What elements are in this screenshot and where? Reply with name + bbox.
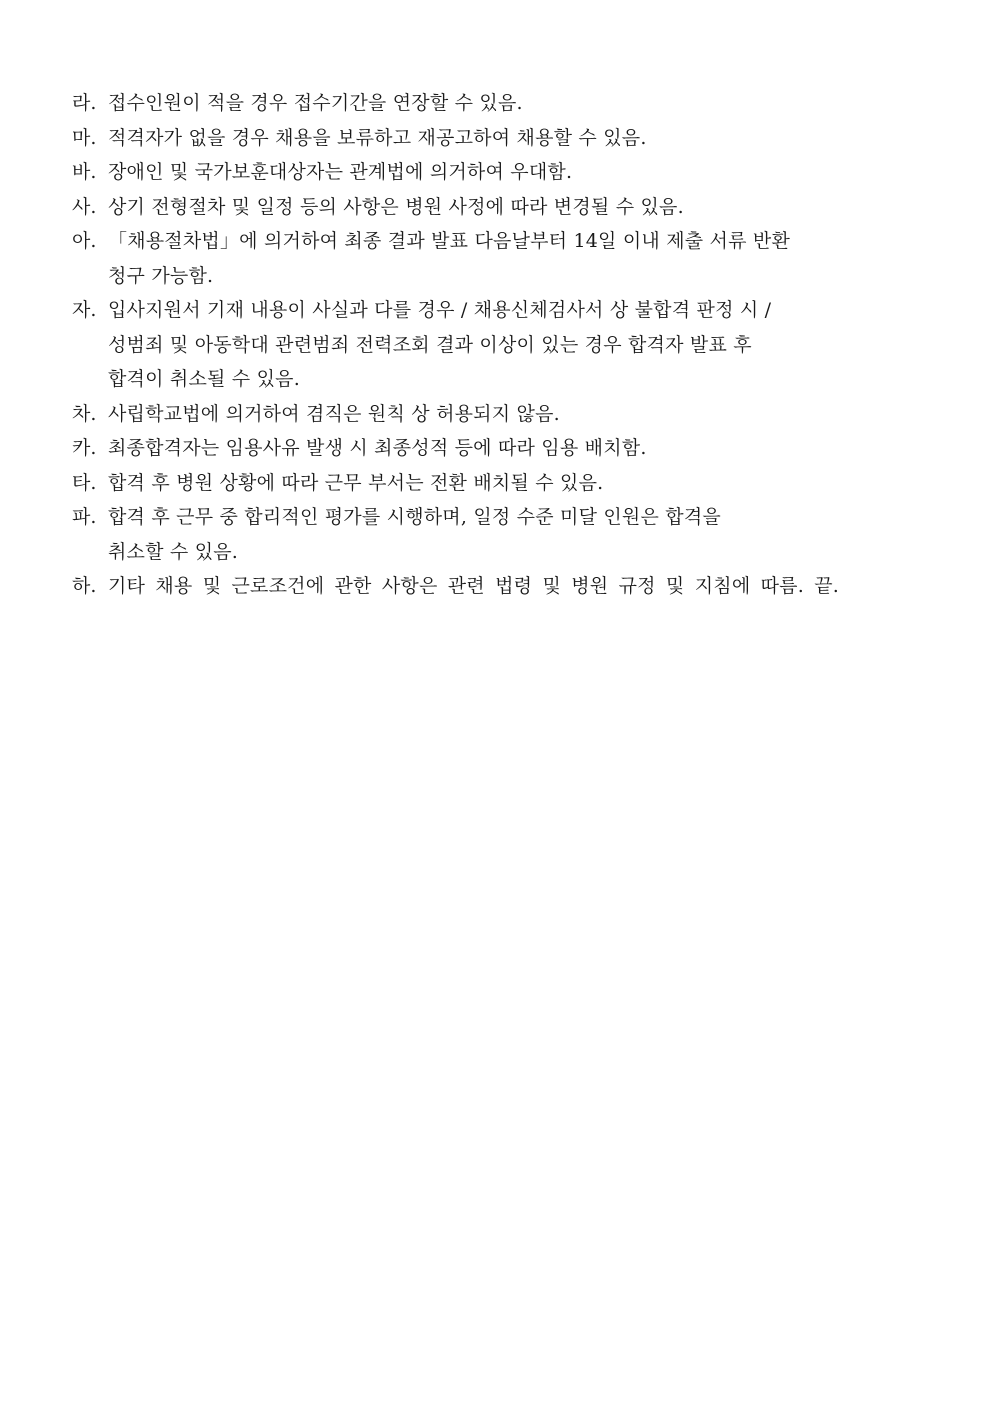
item-marker: 아. [72, 230, 97, 252]
list-item [72, 466, 942, 501]
list-item [72, 397, 942, 432]
item-text-continued: 합격이 취소될 수 있음. [108, 368, 300, 390]
item-marker: 카. [72, 437, 97, 459]
list-item [72, 500, 942, 569]
list-item [72, 86, 942, 121]
list-item [72, 293, 942, 397]
list-item [72, 431, 942, 466]
item-marker: 하. [72, 575, 97, 597]
item-text: 합격 후 병원 상황에 따라 근무 부서는 전환 배치될 수 있음. [108, 471, 604, 494]
list-item [72, 155, 942, 190]
item-text: 장애인 및 국가보훈대상자는 관계법에 의거하여 우대함. [108, 161, 573, 183]
item-marker: 마. [72, 126, 97, 149]
item-text: 상기 전형절차 및 일정 등의 사항은 병원 사정에 따라 변경될 수 있음. [108, 195, 684, 218]
list-item [72, 569, 942, 604]
item-marker: 타. [72, 471, 97, 494]
list-item [72, 121, 942, 156]
item-text-continued: 성범죄 및 아동학대 관련범죄 전력조회 결과 이상이 있는 경우 합격자 발표 후 [108, 333, 752, 356]
item-text: 「채용절차법」에 의거하여 최종 결과 발표 다음날부터 14일 이내 제출 서류 반환 [108, 230, 790, 252]
item-marker: 차. [72, 402, 97, 425]
item-marker: 사. [72, 195, 97, 218]
item-marker: 자. [72, 299, 97, 321]
item-marker: 파. [72, 506, 97, 528]
item-text: 최종합격자는 임용사유 발생 시 최종성적 등에 따라 임용 배치함. [108, 437, 647, 459]
item-text-continued: 청구 가능함. [108, 264, 214, 287]
item-text: 기타 채용 및 근로조건에 관한 사항은 관련 법령 및 병원 규정 및 지침에 따름. 끝. [108, 575, 840, 597]
item-text: 사립학교법에 의거하여 겸직은 원칙 상 허용되지 않음. [108, 402, 560, 425]
item-text: 입사지원서 기재 내용이 사실과 다를 경우 / 채용신체검사서 상 불합격 판정 시 / [108, 299, 772, 321]
item-marker: 라. [72, 92, 97, 114]
item-text-continued: 취소할 수 있음. [108, 540, 239, 563]
list-item [72, 190, 942, 225]
list-item [72, 224, 942, 293]
item-marker: 바. [72, 161, 97, 183]
item-text: 접수인원이 적을 경우 접수기간을 연장할 수 있음. [108, 92, 523, 114]
notice-list [72, 86, 942, 604]
item-text: 적격자가 없을 경우 채용을 보류하고 재공고하여 채용할 수 있음. [108, 126, 647, 149]
item-text: 합격 후 근무 중 합리적인 평가를 시행하며, 일정 수준 미달 인원은 합격을 [108, 506, 721, 528]
